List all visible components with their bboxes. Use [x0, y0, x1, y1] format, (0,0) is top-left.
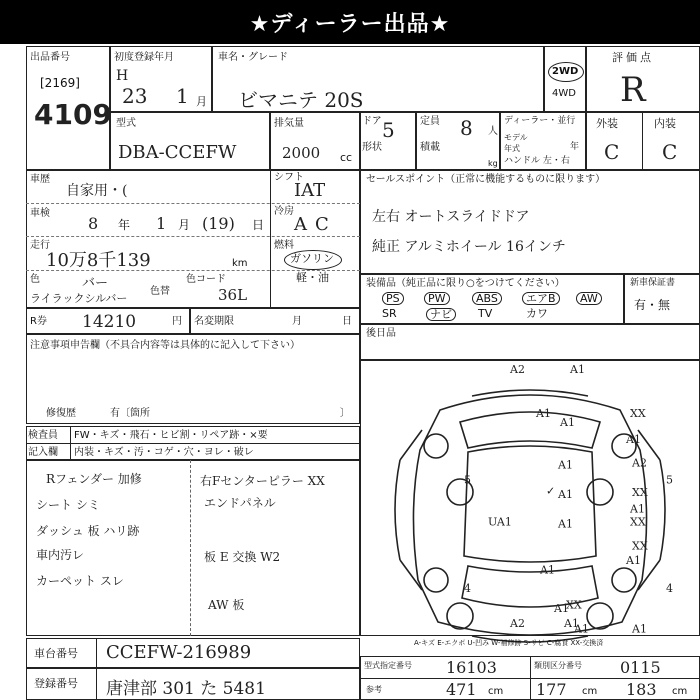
mileage-value: 10万8千139 — [46, 250, 151, 271]
recycle-label: R券 — [30, 316, 47, 327]
damage-mark: A1 — [574, 622, 589, 636]
damage-mark: 5 — [464, 473, 471, 487]
drive-4wd: 4WD — [552, 88, 576, 99]
lot-number: 4109 — [34, 98, 112, 131]
warranty-label: 新車保証書 — [630, 278, 676, 288]
warranty-value: 有・無 — [634, 298, 671, 312]
row-divider-1 — [26, 203, 360, 204]
details-divider — [270, 170, 271, 308]
damage-mark: XX — [630, 407, 646, 421]
name-change-month: 月 — [292, 316, 302, 327]
doors-label: ドア — [362, 116, 382, 127]
equipment-item: PS — [382, 292, 404, 305]
damage-mark: XX — [632, 539, 648, 553]
recycle-unit: 円 — [172, 316, 182, 327]
row-divider-2 — [26, 236, 360, 237]
equipment-item: ABS — [472, 292, 502, 305]
remark-3: ダッシュ 板 ハリ跡 — [36, 524, 140, 538]
damage-mark: A2 — [510, 616, 525, 630]
interior-label: 内装 — [654, 117, 676, 130]
inspection-label: 車検 — [30, 208, 50, 219]
damage-mark: A1 — [558, 458, 573, 472]
dims-length-unit: cm — [488, 686, 504, 697]
repair-bracket: 〕 — [340, 408, 350, 419]
displacement-unit: cc — [340, 151, 353, 164]
repair-value: 有〔箇所 — [110, 408, 150, 419]
sales-line-2: 純正 アルミホイール 16インチ — [372, 239, 566, 255]
damage-mark: A1 — [560, 416, 575, 430]
load-unit: kg — [488, 159, 498, 168]
equipment-item: エアB — [522, 292, 560, 305]
equipment-item: ナビ — [426, 308, 456, 321]
legend-check-label: 検査員 — [28, 430, 58, 441]
remark-right-4: AW 板 — [208, 598, 245, 612]
damage-mark: A1 — [554, 602, 569, 616]
doors-value: 5 — [382, 118, 395, 142]
displacement-value: 2000 — [282, 144, 321, 162]
color-code-label: 色コード — [186, 274, 226, 285]
damage-mark: A1 — [632, 622, 647, 636]
repair-label: 修復歴 — [46, 408, 76, 419]
inspection-day-unit: 日 — [252, 218, 265, 232]
ext-int-divider — [642, 112, 643, 170]
exterior-grade: C — [604, 140, 620, 164]
fuel-label: 燃料 — [274, 240, 294, 251]
model-value: DBA-CCEFW — [118, 142, 237, 163]
ac-label: 冷房 — [274, 206, 294, 217]
recycle-value: 14210 — [82, 312, 137, 332]
equipment-label: 装備品（純正品に限り○をつけてください） — [366, 278, 565, 289]
legend-vdivider — [70, 426, 71, 460]
damage-mark: XX — [632, 486, 648, 500]
dims-width: 177 — [536, 680, 567, 699]
load-label: 積載 — [420, 142, 440, 153]
first-reg-month: 1 — [176, 84, 189, 108]
damage-mark: XX — [630, 515, 646, 529]
inspection-year-unit: 年 — [118, 218, 131, 232]
remark-4: 車内汚レ — [36, 548, 85, 562]
damage-mark: A1 — [536, 407, 551, 421]
type-number-value: 16103 — [446, 658, 497, 677]
capacity-label: 定員 — [420, 116, 440, 127]
class-number-label: 類別区分番号 — [534, 661, 582, 670]
damage-mark: A1 — [630, 502, 645, 516]
equipment-item: SR — [382, 307, 397, 320]
name-change-label: 名変期限 — [194, 316, 234, 327]
mileage-label: 走行 — [30, 240, 50, 251]
usage-label: 車歴 — [30, 174, 50, 185]
damage-mark: A1 — [564, 616, 579, 630]
displacement-label: 排気量 — [274, 118, 304, 129]
exterior-label: 外装 — [596, 117, 618, 130]
damage-mark: A1 — [558, 517, 573, 531]
fuel-gasoline: ガソリン — [290, 252, 334, 265]
color-sub: ライラックシルバー — [30, 292, 128, 305]
car-name-label: 車名・グレード — [218, 52, 288, 63]
notes-label: 注意事項申告欄（不具合内容等は具体的に記入して下さい） — [30, 340, 300, 351]
equipment-item: PW — [424, 292, 450, 305]
first-reg-era: H — [116, 68, 129, 84]
class-number-value: 0115 — [620, 658, 661, 677]
damage-mark: A1 — [626, 554, 641, 568]
model-year-label: モデル年式 — [504, 133, 528, 153]
remark-right-3: 板 E 交換 W2 — [204, 550, 281, 564]
mileage-unit: km — [232, 258, 248, 269]
inspection-day: (19) — [202, 214, 235, 233]
remark-right-1: 右Fセンターピラー XX — [200, 474, 325, 488]
damage-mark: 4 — [666, 581, 673, 595]
after-items-box — [360, 324, 700, 360]
remarks-divider — [190, 460, 191, 636]
dims-length: 471 — [446, 680, 477, 699]
remark-2: シート シミ — [36, 498, 100, 512]
plate-label: 登録番号 — [34, 677, 78, 690]
first-reg-year: 23 — [122, 84, 148, 108]
plate-value: 唐津部 301 た 5481 — [106, 679, 266, 699]
dims-height: 183 — [626, 680, 657, 699]
damage-mark: XX — [566, 598, 582, 612]
first-reg-label: 初度登録年月 — [114, 52, 174, 63]
damage-mark: A2 — [510, 362, 525, 376]
damage-mark: 4 — [464, 581, 471, 595]
type-hdivider — [360, 678, 700, 679]
diagram-legend: A-キズ E-エクボ U-凹み W-補修跡 S-サビ C-腐食 XX-交換済 — [414, 639, 604, 647]
car-outline — [395, 390, 665, 642]
type-number-label: 型式指定番号 — [364, 661, 412, 670]
dealer-label: ディーラー・並行 — [504, 116, 576, 126]
damage-mark: A1 — [570, 362, 585, 376]
first-reg-month-unit: 月 — [196, 95, 207, 108]
model-label: 型式 — [116, 118, 136, 129]
capacity-unit: 人 — [488, 126, 498, 137]
damage-mark: A1 — [540, 563, 555, 577]
frame-value: CCEFW-216989 — [106, 642, 252, 663]
legend-entry-label: 記入欄 — [28, 447, 58, 458]
inspection-year: 8 — [88, 214, 99, 233]
interior-grade: C — [662, 140, 678, 164]
color-label: 色 — [30, 274, 40, 285]
damage-mark: UA1 — [488, 515, 512, 529]
dealer-banner: ★ディーラー出品★ — [0, 0, 700, 44]
sales-line-1: 左右 オートスライドドア — [372, 209, 530, 225]
remark-5: カーペット スレ — [36, 574, 124, 588]
inspection-month-unit: 月 — [178, 218, 191, 232]
legend-check-items: FW・キズ・飛石・ヒビ割・リペア跡・×要 — [74, 430, 268, 441]
sales-point-label: セールスポイント（正常に機能するものに限ります） — [366, 174, 606, 185]
damage-mark: A1 — [558, 488, 573, 501]
equipment-item: TV — [478, 307, 493, 320]
color-value: バー — [82, 276, 109, 291]
dims-height-unit: cm — [672, 686, 688, 697]
evaluation-value: R — [620, 70, 646, 110]
remark-right-2: エンドパネル — [204, 496, 276, 510]
auction-sheet — [26, 46, 700, 700]
car-name-value: ビマニテ 20S — [238, 88, 364, 112]
after-items-label: 後日品 — [366, 328, 396, 339]
dims-label: 参考 — [366, 685, 382, 694]
steering-label: ハンドル 左・右 — [504, 156, 570, 166]
inspection-month: 1 — [156, 214, 167, 233]
equipment-item: AW — [576, 292, 602, 305]
shift-label: シフト — [274, 172, 304, 183]
color-code-value: 36L — [218, 286, 248, 304]
lot-number-label: 出品番号 — [30, 52, 70, 63]
damage-mark: A2 — [632, 456, 647, 470]
shape-label: 形状 — [362, 142, 382, 153]
capacity-value: 8 — [460, 116, 473, 140]
damage-marks — [464, 363, 673, 635]
name-change-day: 日 — [342, 316, 352, 327]
evaluation-label: 評価点 — [612, 51, 654, 64]
damage-mark: ✓ — [546, 484, 556, 498]
usage-value: 自家用・( — [66, 183, 128, 199]
frame-label: 車台番号 — [34, 647, 78, 660]
damage-mark: A1 — [626, 432, 641, 446]
shift-value: IAT — [294, 180, 326, 201]
color-swap: 色替 — [150, 286, 170, 297]
drive-2wd: 2WD — [552, 66, 579, 77]
remark-1: Rフェンダー 加修 — [46, 472, 142, 486]
legend-divider — [26, 443, 360, 444]
legend-entry-items: 内装・キズ・汚・コゲ・穴・ヨレ・破レ — [74, 447, 254, 458]
car-damage-diagram — [360, 360, 700, 650]
lot-small-number: [2169] — [40, 76, 80, 90]
fuel-diesel: 軽・油 — [296, 271, 329, 284]
equipment-item: カワ — [526, 307, 548, 320]
damage-mark: 5 — [666, 473, 673, 487]
dims-width-unit: cm — [582, 686, 598, 697]
model-year-unit: 年 — [570, 142, 580, 152]
ac-value: AC — [294, 214, 337, 235]
